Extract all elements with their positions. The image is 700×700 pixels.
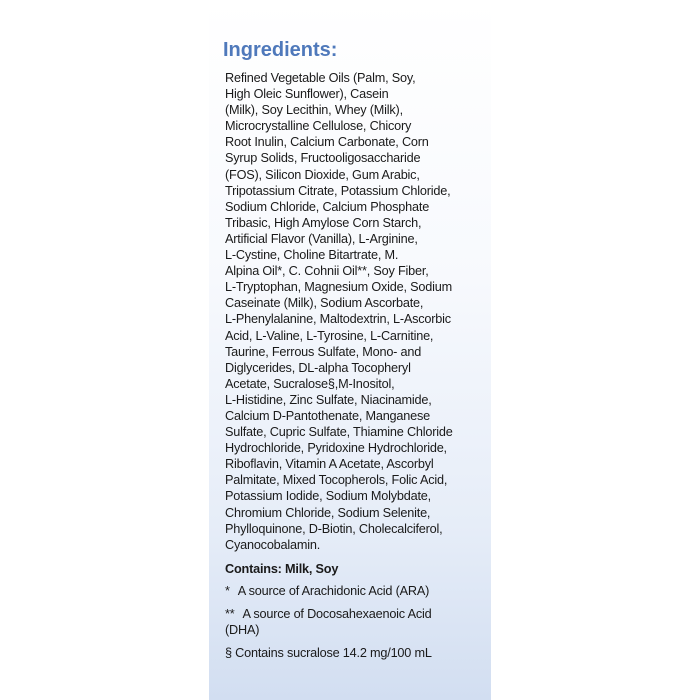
ingredient-line: Palmitate, Mixed Tocopherols, Folic Acid, xyxy=(225,473,448,488)
ingredient-line: L-Phenylalanine, Maltodextrin, L-Ascorbic xyxy=(225,312,451,327)
ingredient-line: Caseinate (Milk), Sodium Ascorbate, xyxy=(225,296,424,311)
ingredient-line: Cyanocobalamin. xyxy=(225,537,321,552)
ingredient-line: L-Tryptophan, Magnesium Oxide, Sodium xyxy=(225,280,452,295)
ingredient-line: Alpina Oil*, C. Cohnii Oil**, Soy Fiber, xyxy=(225,264,429,279)
footnote-dha xyxy=(225,606,481,638)
ingredient-line: (Milk), Soy Lecithin, Whey (Milk), xyxy=(225,103,403,118)
ingredient-line: (FOS), Silicon Dioxide, Gum Arabic, xyxy=(225,167,420,182)
ingredient-line: Tripotassium Citrate, Potassium Chloride, xyxy=(225,183,451,198)
ingredient-line: Chromium Chloride, Sodium Selenite, xyxy=(225,505,431,520)
footnote-line xyxy=(225,606,481,622)
footnote-line: (DHA) xyxy=(225,622,260,637)
ingredient-line: Hydrochloride, Pyridoxine Hydrochloride, xyxy=(225,441,447,456)
ingredient-line: Potassium Iodide, Sodium Molybdate, xyxy=(225,489,431,504)
allergen-statement: Contains: Milk, Soy xyxy=(225,561,339,576)
footnote-text: A source of Arachidonic Acid (ARA) xyxy=(237,583,430,598)
ingredient-line: Syrup Solids, Fructooligosaccharide xyxy=(225,151,421,166)
ingredient-line: Microcrystalline Cellulose, Chicory xyxy=(225,119,412,134)
ingredient-line: Sodium Chloride, Calcium Phosphate xyxy=(225,199,430,214)
ingredient-line: Calcium D-Pantothenate, Manganese xyxy=(225,408,430,423)
ingredient-line: Artificial Flavor (Vanilla), L-Arginine, xyxy=(225,231,418,246)
ingredient-line: Root Inulin, Calcium Carbonate, Corn xyxy=(225,135,429,150)
ingredient-line: Taurine, Ferrous Sulfate, Mono- and xyxy=(225,344,422,359)
ingredient-line: Acid, L-Valine, L-Tyrosine, L-Carnitine, xyxy=(225,328,434,343)
ingredients-list xyxy=(225,70,481,553)
ingredient-line: High Oleic Sunflower), Casein xyxy=(225,87,389,102)
footnote-text: A source of Docosahexaenoic Acid xyxy=(242,606,432,621)
footnote-ara xyxy=(225,583,481,599)
ingredient-line: Riboflavin, Vitamin A Acetate, Ascorbyl xyxy=(225,457,434,472)
ingredient-line: Phylloquinone, D-Biotin, Cholecalciferol, xyxy=(225,521,443,536)
ingredient-line: Acetate, Sucralose§,M-Inositol, xyxy=(225,376,395,391)
ingredient-line: L-Cystine, Choline Bitartrate, M. xyxy=(225,248,399,263)
ingredient-line: Tribasic, High Amylose Corn Starch, xyxy=(225,215,422,230)
ingredient-line: Refined Vegetable Oils (Palm, Soy, xyxy=(225,71,416,85)
footnote-mark: * xyxy=(225,583,230,598)
ingredient-line: Diglycerides, DL-alpha Tocopheryl xyxy=(225,360,411,375)
ingredients-panel xyxy=(209,0,491,700)
ingredients-heading: Ingredients: xyxy=(223,39,338,61)
footnote-mark: ** xyxy=(225,606,235,621)
footnote-sucralose: § Contains sucralose 14.2 mg/100 mL xyxy=(225,645,432,660)
ingredient-line: L-Histidine, Zinc Sulfate, Niacinamide, xyxy=(225,392,432,407)
ingredient-line: Sulfate, Cupric Sulfate, Thiamine Chloride xyxy=(225,425,453,440)
